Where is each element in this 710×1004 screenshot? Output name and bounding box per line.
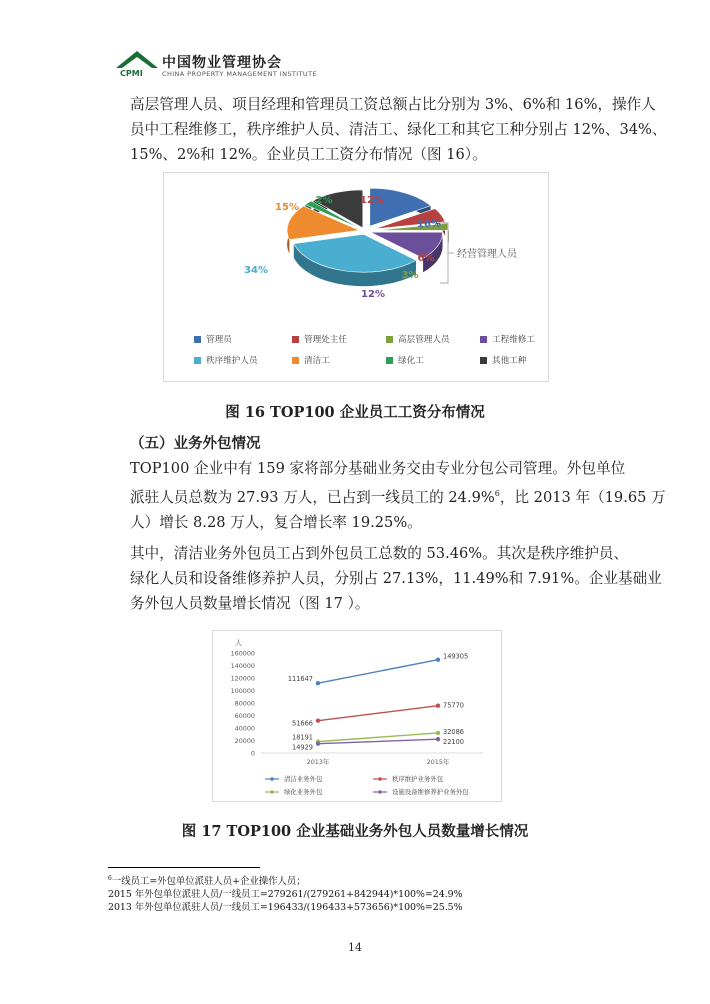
logo-english-name: CHINA PROPERTY MANAGEMENT INSTITUTE bbox=[162, 70, 317, 78]
section-heading: （五）业务外包情况 bbox=[130, 435, 261, 452]
data-label: 14929 bbox=[292, 743, 313, 752]
figure16-chart bbox=[163, 172, 549, 382]
header-logo bbox=[112, 48, 352, 82]
pie-slice-label: 2% bbox=[315, 195, 333, 206]
footnote-line-3: 2013 年外包单位派驻人员/一线员工=196433/(196433+573656)*100%=25.5% bbox=[108, 902, 463, 914]
footnote-line-2: 2015 年外包单位派驻人员/一线员工=279261/(279261+842944)*100%=24.9% bbox=[108, 889, 463, 901]
legend-label: 绿化工 bbox=[398, 356, 424, 366]
data-label: 18191 bbox=[292, 733, 313, 742]
legend-swatch bbox=[480, 357, 487, 364]
y-tick-label: 100000 bbox=[230, 687, 255, 695]
pie-legend-item bbox=[194, 333, 232, 345]
y-tick-label: 80000 bbox=[234, 699, 255, 708]
pie-slice-label: 16% bbox=[417, 219, 441, 230]
y-tick-label: 120000 bbox=[230, 674, 255, 683]
pie-legend-item bbox=[386, 354, 424, 366]
data-label: 51666 bbox=[292, 719, 313, 728]
para1-line-2 bbox=[130, 481, 666, 510]
data-label: 149305 bbox=[443, 652, 469, 661]
data-point bbox=[436, 703, 440, 707]
para1-line-1: TOP100 企业中有 159 家将部分基础业务交由专业分包公司管理。外包单位 bbox=[130, 460, 626, 477]
para2-line-2: 绿化人员和设备维修养护人员，分别占 27.13%，11.49%和 7.91%。企业基础业 bbox=[130, 570, 662, 587]
legend-marker bbox=[378, 790, 382, 794]
pie-slice-label: 6% bbox=[417, 253, 435, 264]
data-label: 75770 bbox=[443, 701, 464, 710]
pie-legend-item bbox=[480, 354, 526, 366]
bracket-label: 经营管理人员 bbox=[457, 249, 517, 260]
legend-marker bbox=[270, 790, 274, 794]
y-tick-label: 40000 bbox=[234, 724, 255, 733]
series-line bbox=[318, 660, 438, 684]
outsourcing-paragraph-2 bbox=[130, 541, 662, 616]
para1-line-2-tail: ，比 2013 年（19.65 万 bbox=[499, 488, 666, 506]
legend-marker bbox=[270, 777, 274, 781]
para2-line-1: 其中，清洁业务外包员工占到外包员工总数的 53.46%。其次是秩序维护员、 bbox=[130, 545, 629, 562]
data-point bbox=[436, 657, 440, 661]
legend-swatch bbox=[194, 357, 201, 364]
line-legend-item bbox=[373, 774, 444, 783]
footnote bbox=[108, 872, 588, 914]
x-tick-label: 2013年 bbox=[306, 758, 330, 766]
y-tick-label: 20000 bbox=[234, 737, 255, 745]
x-tick-label: 2015年 bbox=[426, 758, 450, 766]
line-legend-item bbox=[265, 774, 323, 783]
intro-line-3: 15%、2%和 12%。企业员工工资分布情况（图 16）。 bbox=[130, 146, 487, 163]
series-line bbox=[318, 706, 438, 721]
y-tick-label: 140000 bbox=[230, 662, 255, 670]
footnote-rule bbox=[108, 867, 260, 868]
pie-legend-item bbox=[292, 333, 347, 345]
figure17-chart bbox=[212, 630, 502, 802]
y-tick-label: 160000 bbox=[230, 649, 255, 658]
pie-legend-item bbox=[292, 354, 330, 366]
page-number: 14 bbox=[348, 941, 362, 954]
data-point bbox=[316, 681, 320, 685]
line-legend-item bbox=[373, 787, 469, 796]
pie-slice-label: 12% bbox=[360, 195, 384, 206]
legend-label: 清洁工 bbox=[304, 356, 330, 366]
figure16-caption: 图 16 TOP100 企业员工工资分布情况 bbox=[225, 404, 485, 421]
figure17-caption: 图 17 TOP100 企业基础业务外包人员数量增长情况 bbox=[181, 823, 529, 840]
legend-label: 设施设备维修养护业务外包 bbox=[392, 788, 469, 796]
pie-legend bbox=[164, 173, 548, 381]
legend-swatch bbox=[194, 336, 201, 343]
para2-line-3: 务外包人员数量增长情况（图 17 ）。 bbox=[130, 595, 370, 612]
line-legend-item bbox=[265, 787, 323, 796]
legend-label: 清洁业务外包 bbox=[284, 775, 323, 783]
y-tick-label: 0 bbox=[250, 749, 255, 758]
intro-line-2: 员中工程维修工，秩序维护人员、清洁工、绿化工和其它工种分别占 12%、34%、 bbox=[130, 121, 667, 138]
logo-abbr: CPMI bbox=[120, 69, 143, 78]
pie-slice-label: 3% bbox=[401, 270, 419, 281]
legend-swatch bbox=[292, 336, 299, 343]
pie-legend-item bbox=[386, 333, 450, 345]
intro-paragraph bbox=[130, 92, 667, 167]
data-label: 32086 bbox=[443, 727, 464, 736]
footnote-text-1: 一线员工=外包单位派驻人员+企业操作人员； bbox=[111, 876, 306, 888]
footnote-line-1 bbox=[108, 872, 588, 888]
data-point bbox=[436, 731, 440, 735]
pie-slice-label: 15% bbox=[275, 202, 299, 213]
legend-swatch bbox=[386, 336, 393, 343]
legend-label: 高层管理人员 bbox=[398, 335, 450, 345]
legend-label: 管理员 bbox=[206, 335, 232, 345]
pie-slice-label: 34% bbox=[244, 265, 268, 276]
legend-swatch bbox=[292, 357, 299, 364]
y-axis-unit: 人 bbox=[235, 639, 242, 647]
footnote-marker: 6 bbox=[494, 489, 500, 498]
data-point bbox=[436, 737, 440, 741]
legend-label: 其他工种 bbox=[492, 356, 527, 366]
legend-swatch bbox=[480, 336, 487, 343]
para1-line-3: 人）增长 8.28 万人，复合增长率 19.25%。 bbox=[130, 513, 422, 531]
logo-chinese-name: 中国物业管理协会 bbox=[162, 55, 282, 71]
line-chart bbox=[213, 631, 501, 801]
legend-label: 秩序维护人员 bbox=[206, 356, 258, 366]
legend-label: 绿化业务外包 bbox=[284, 788, 323, 796]
legend-swatch bbox=[386, 357, 393, 364]
y-tick-label: 60000 bbox=[234, 712, 255, 720]
data-point bbox=[316, 741, 320, 745]
legend-label: 工程维修工 bbox=[492, 335, 535, 345]
legend-label: 秩序维护业务外包 bbox=[392, 775, 444, 783]
data-point bbox=[316, 719, 320, 723]
footnote-number: 6 bbox=[108, 875, 112, 882]
legend-marker bbox=[378, 777, 382, 781]
para1-line-2-text: 派驻人员总数为 27.93 万人，已占到一线员工的 24.9% bbox=[130, 488, 495, 506]
pie-legend-item bbox=[480, 333, 535, 345]
legend-label: 管理处主任 bbox=[304, 335, 347, 345]
intro-line-1: 高层管理人员、项目经理和管理员工资总额占比分别为 3%、6%和 16%，操作人 bbox=[130, 96, 656, 113]
pie-slice-label: 12% bbox=[361, 289, 385, 300]
outsourcing-paragraph-1 bbox=[130, 456, 666, 535]
data-label: 22100 bbox=[443, 738, 464, 747]
data-label: 111647 bbox=[287, 675, 313, 684]
pie-legend-item bbox=[194, 354, 258, 366]
